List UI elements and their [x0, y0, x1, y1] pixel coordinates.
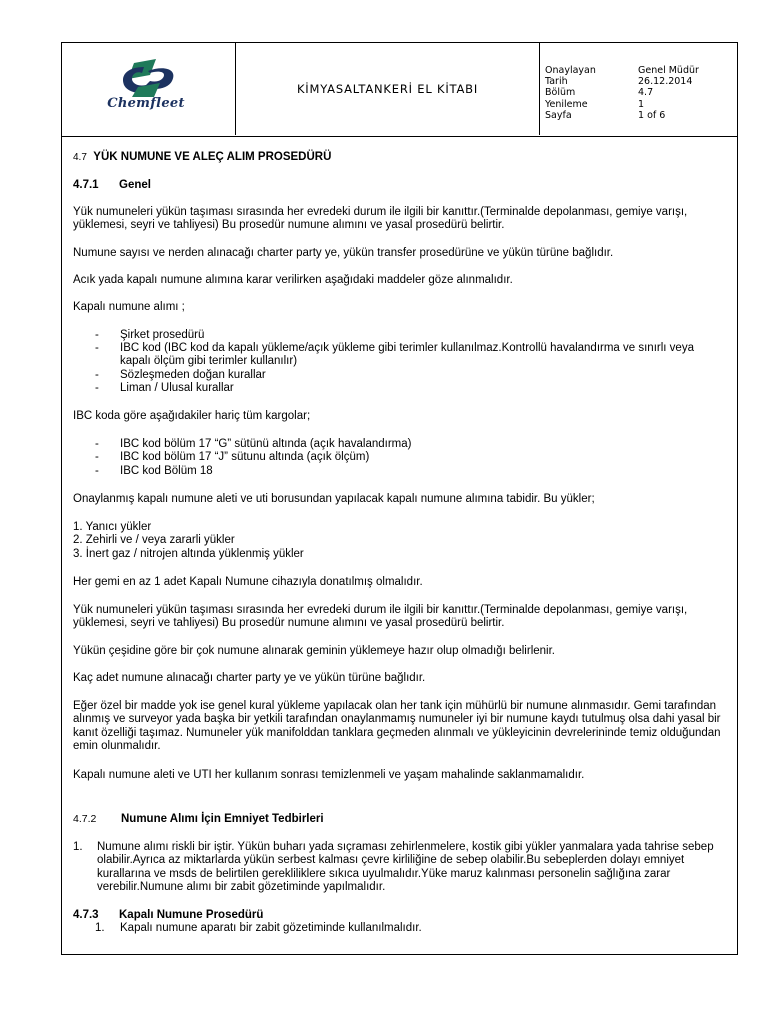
document-page [61, 42, 738, 955]
bullet-dash: - [95, 369, 99, 381]
paragraph: Acık yada kapalı numune alımına karar verilirken aşağıdaki maddeler göze alınmalıdır. [73, 274, 513, 286]
list-item-text: Şirket prosedürü [120, 329, 205, 341]
paragraph: Kaç adet numune alınacağı charter party ye ve yükün türüne bağlıdır. [73, 672, 426, 684]
section-number: 4.7.2 [73, 813, 97, 825]
section-number: 4.7.3 [73, 909, 99, 921]
item-number: 1. [95, 922, 105, 934]
item-number: 1. [73, 841, 83, 853]
meta-key: Bölüm [545, 87, 576, 98]
manual-title: KİMYASALTANKERİ EL KİTABI [236, 43, 540, 135]
paragraph: Her gemi en az 1 adet Kapalı Numune cihazıyla donatılmış olmalıdır. [73, 576, 423, 588]
list-item-text: Liman / Ulusal kurallar [120, 382, 234, 394]
document-meta [540, 43, 737, 135]
bullet-dash: - [95, 342, 99, 354]
section-title: Numune Alımı İçin Emniyet Tedbirleri [121, 813, 324, 825]
meta-value: 1 [638, 99, 645, 110]
bullet-dash: - [95, 329, 99, 341]
bullet-dash: - [95, 382, 99, 394]
list-item-text: IBC kod (IBC kod da kapalı yükleme/açık yükleme gibi terimler kullanılmaz.Kontrollü havalandırma ve sınırlı veya kapalı ölçüm gibi terimler kullanılır) [120, 342, 694, 368]
item-text: Kapalı numune aparatı bir zabit gözetiminde kullanılmalıdır. [120, 922, 422, 934]
paragraph: Eğer özel bir madde yok ise genel kural yükleme yapılacak olan her tank için mühürlü bir numune alınmasıdır. Gemi tarafından alınmış ve surveyor yada başka bir yetkili tarafından onaylanmamış numuneler iyi bir numune kaydı tutulmuş olsa dahi yasal bir kanıt özelliği taşımaz. Numuneler yük manifolddan tanklara geçmeden alınmalı ve yükleyicinin devrelerininde temiz olduğundan emin olunmalıdır. [73, 700, 721, 753]
meta-key: Onaylayan [545, 65, 596, 76]
section-number: 4.7 [73, 152, 87, 163]
list-item: 3. İnert gaz / nitrojen altında yüklenmiş yükler [73, 548, 304, 560]
section-heading-4-7 [73, 151, 723, 164]
paragraph: Onaylanmış kapalı numune aleti ve uti borusundan yapılacak kapalı numune alımına tabidir. Bu yükler; [73, 493, 595, 505]
meta-key: Yenileme [545, 99, 588, 110]
list-item-text: IBC kod bölüm 17 “J” sütunu altında (açık ölçüm) [120, 451, 370, 463]
section-title: Kapalı Numune Prosedürü [119, 909, 264, 921]
bullet-dash: - [95, 451, 99, 463]
meta-key: Tarih [545, 76, 568, 87]
bullet-dash: - [95, 438, 99, 450]
meta-key: Sayfa [545, 110, 572, 121]
paragraph: Kapalı numune aleti ve UTI her kullanım sonrası temizlenmeli ve yaşam mahalinde saklanmamalıdır. [73, 769, 585, 781]
paragraph: Yükün çeşidine göre bir çok numune alınarak geminin yüklemeye hazır olup olmadığı belirlenir. [73, 645, 555, 657]
section-heading-4-7-2 [73, 813, 723, 826]
section-heading-4-7-1 [73, 179, 723, 192]
section-heading-4-7-3 [73, 909, 723, 922]
paragraph: Yük numuneleri yükün taşıması sırasında her evredeki durum ile ilgili bir kanıttır.(Terminalde depolanması, gemiye varışı, yüklemesi, seyri ve tahliyesi) Bu prosedür numune alımını ve yasal prosedürü belirtir. [73, 206, 688, 232]
paragraph: Kapalı numune alımı ; [73, 301, 185, 313]
meta-value: 1 of 6 [638, 110, 666, 121]
list-item-text: IBC kod bölüm 17 “G” sütünü altında (açık havalandırma) [120, 438, 412, 450]
logo-cell [62, 43, 236, 135]
list-item-text: IBC kod Bölüm 18 [120, 465, 213, 477]
paragraph: Numune sayısı ve nerden alınacağı charter party ye, yükün transfer prosedürüne ve yükün türüne bağlıdır. [73, 247, 614, 259]
list-item-text: Sözleşmeden doğan kurallar [120, 369, 266, 381]
section-title: YÜK NUMUNE VE ALEÇ ALIM PROSEDÜRÜ [93, 151, 332, 163]
section-number: 4.7.1 [73, 179, 99, 191]
list-item: 2. Zehirli ve / veya zararli yükler [73, 534, 235, 546]
list-item: 1. Yanıcı yükler [73, 521, 152, 533]
paragraph: IBC koda göre aşağıdakiler hariç tüm kargolar; [73, 410, 311, 422]
meta-value: Genel Müdür [638, 65, 699, 76]
chemfleet-logo-icon [94, 57, 198, 99]
paragraph: Yük numuneleri yükün taşıması sırasında her evredeki durum ile ilgili bir kanıttır.(Terminalde depolanması, gemiye varışı, yüklemesi, seyri ve tahliyesi) Bu prosedür numune alımını ve yasal prosedürü belirtir. [73, 604, 688, 630]
logo-text: Chemfleet [107, 96, 185, 111]
meta-value: 4.7 [638, 87, 654, 98]
item-text: Numune alımı riskli bir iştir. Yükün buharı yada sıçraması zehirlenmelere, kostik gibi yükler yanmalara yada tahrise sebep olabilir.Ayrıca az miktarlarda yükün serbest kalması çevre kirliliğine de sebep olabilir.Bu sebeplerden dolayı emniyet kurallarına ve msds de belirtilen gerekliliklere sıkıca uyulmalıdır.Yüke maruz kalınması personelin sağlığına zarar verebilir.Numune alımı bir zabit gözetiminde yapılmalıdır. [97, 841, 714, 894]
section-title: Genel [119, 179, 151, 191]
meta-value: 26.12.2014 [638, 76, 693, 87]
bullet-dash: - [95, 465, 99, 477]
document-header [62, 43, 737, 137]
